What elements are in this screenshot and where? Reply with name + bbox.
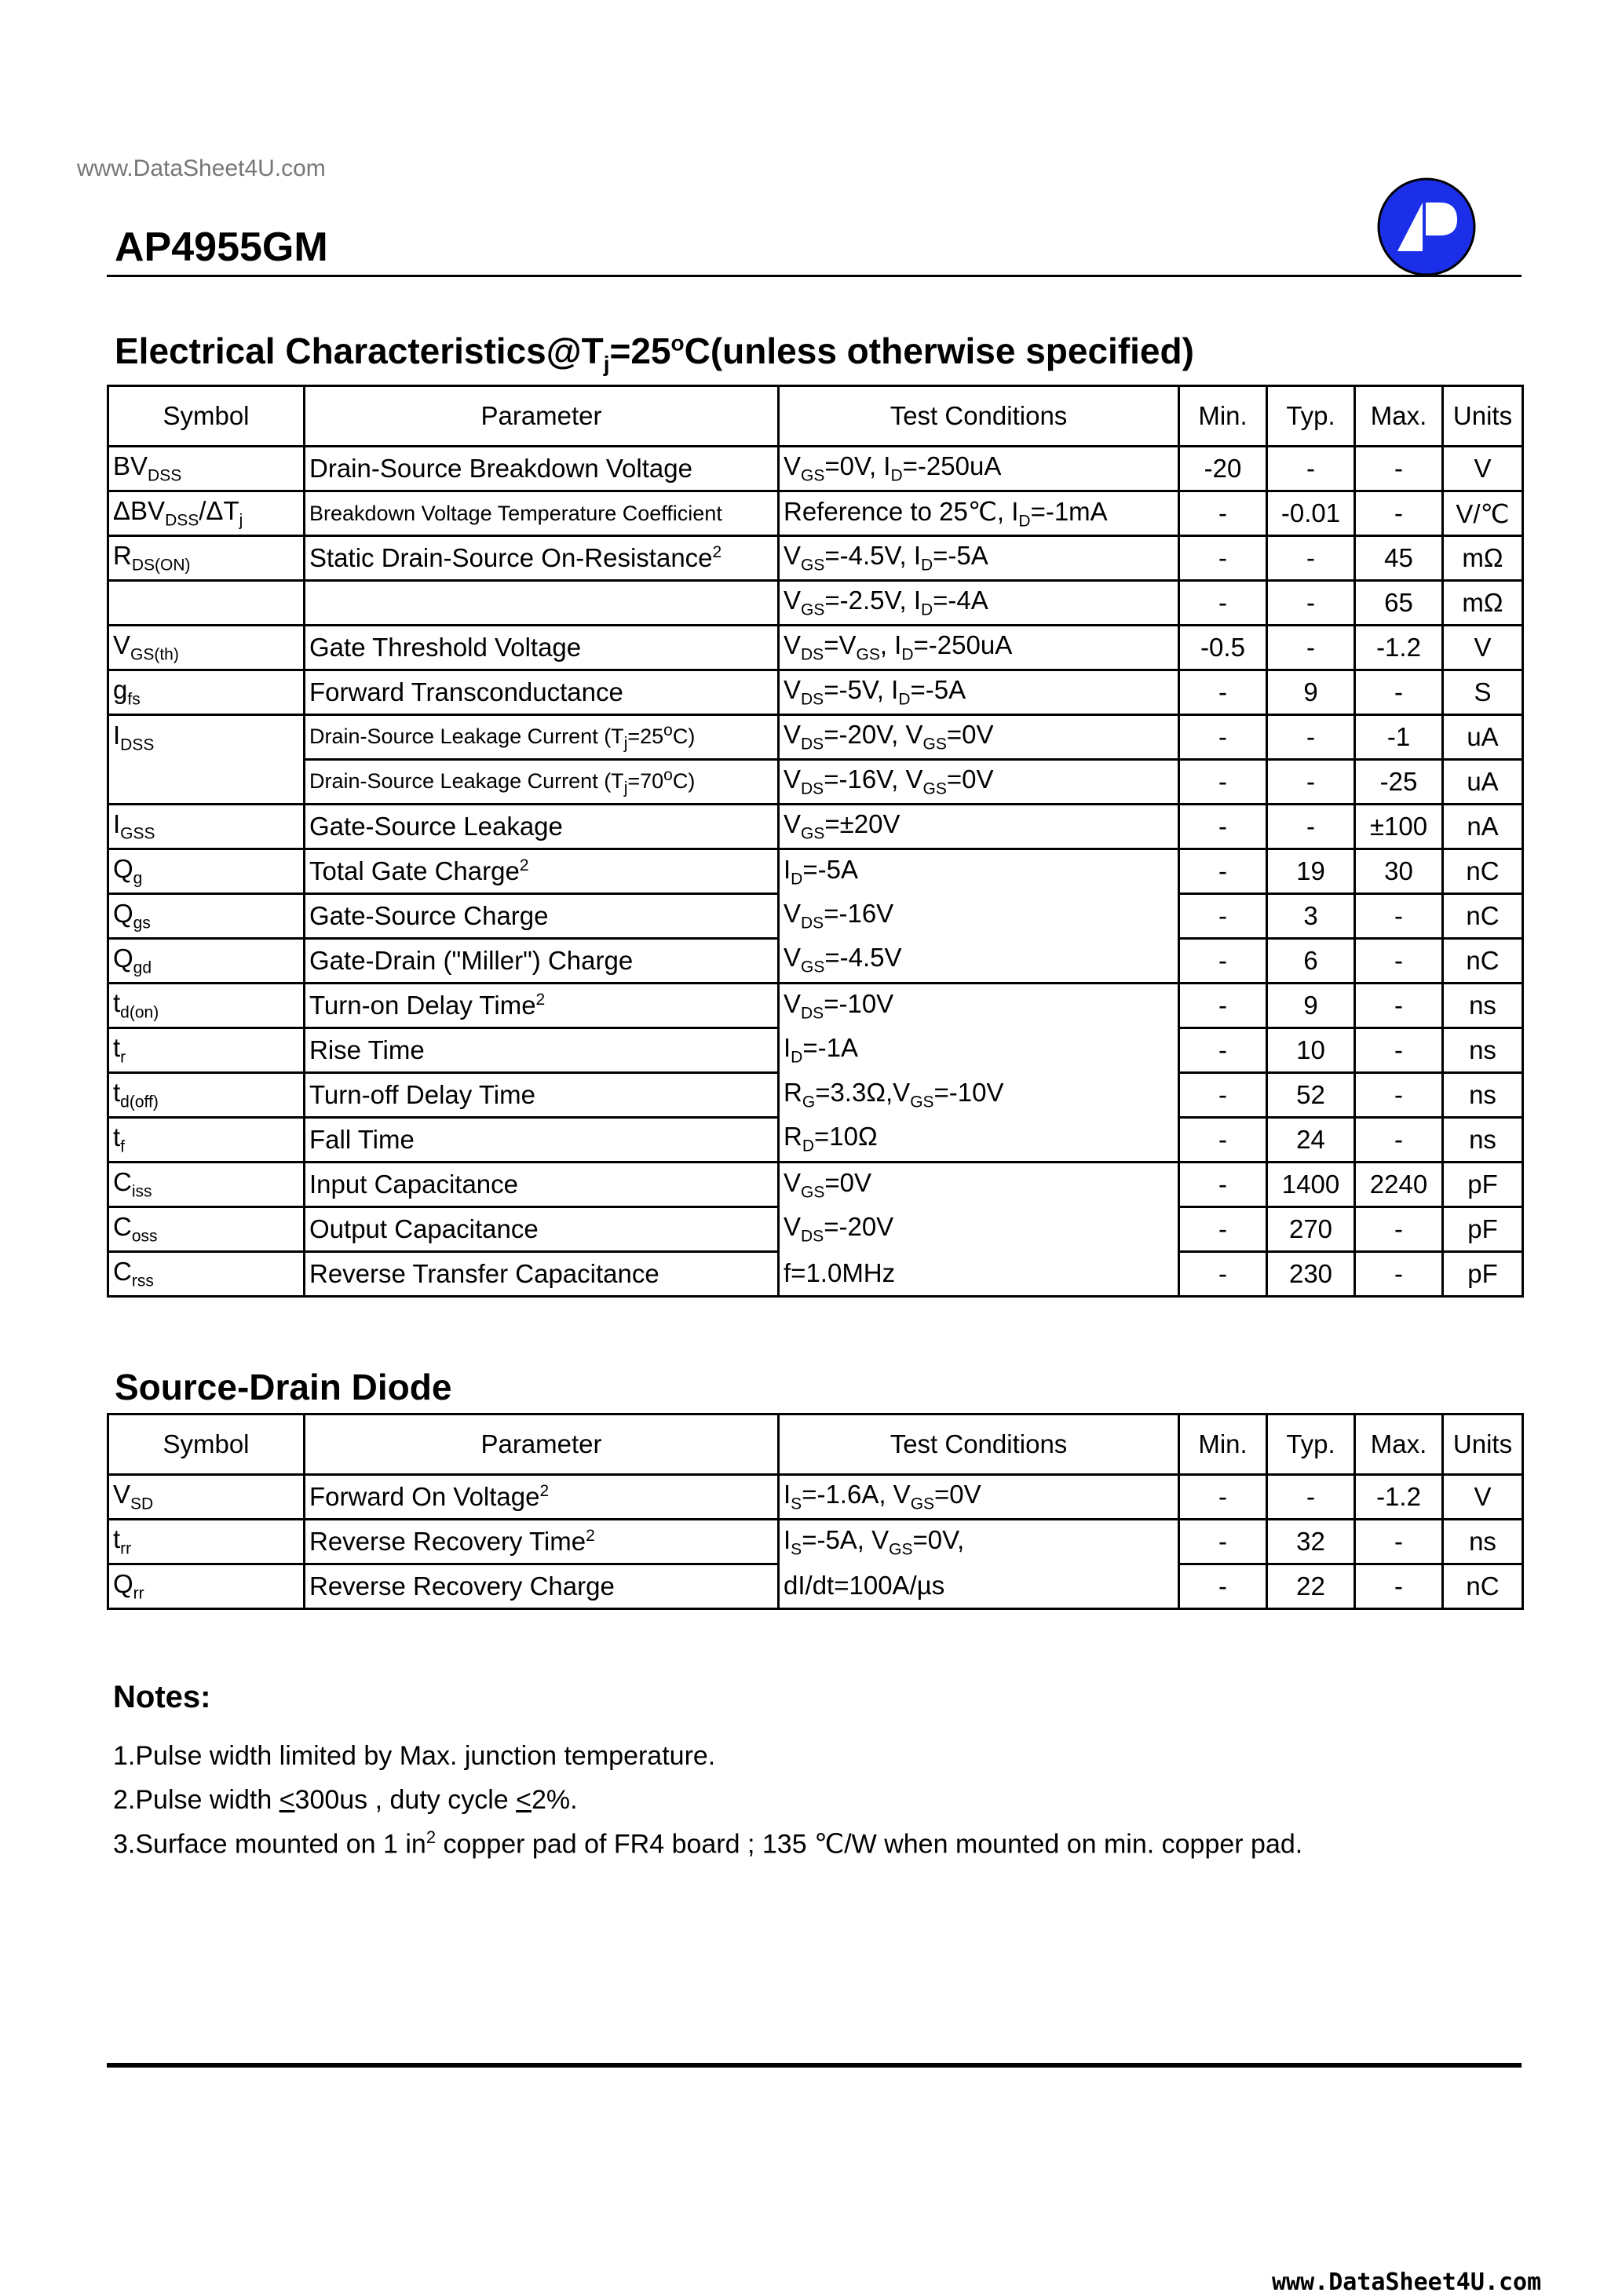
table-row — [108, 581, 1523, 626]
test-conditions-cell: $I_D=-5A$ — [779, 849, 1179, 894]
max-cell: - — [1355, 984, 1443, 1028]
typ-cell: - — [1267, 581, 1355, 626]
column-header: Min. — [1179, 386, 1267, 447]
symbol-cell — [108, 760, 305, 805]
column-header: Test Conditions — [779, 386, 1179, 447]
test-conditions-cell: $I_S=-5A$, $V_{GS}=0V$, — [779, 1520, 1179, 1564]
test-conditions-cell: $V_{DS}=-20V$, $V_{GS}=0V$ — [779, 715, 1179, 760]
table-row — [108, 1118, 1523, 1163]
parameter-cell: Gate-Drain ("Miller") Charge — [305, 939, 779, 984]
max-cell: 30 — [1355, 849, 1443, 894]
column-header: Test Conditions — [779, 1414, 1179, 1475]
test-conditions-cell: $V_{DS}=-5V$, $I_D=-5A$ — [779, 670, 1179, 715]
parameter-cell: Static Drain-Source On-Resistance$^2$ — [305, 536, 779, 581]
table-row — [108, 939, 1523, 984]
min-cell: - — [1179, 1252, 1267, 1297]
test-conditions-cell: dI/dt=100A/µs — [779, 1564, 1179, 1609]
column-header: Parameter — [305, 386, 779, 447]
parameter-cell: Gate Threshold Voltage — [305, 626, 779, 670]
column-header: Max. — [1355, 1414, 1443, 1475]
note-2: 2.Pulse width <300us , duty cycle <2%. — [113, 1785, 578, 1815]
units-cell: mΩ — [1443, 581, 1523, 626]
max-cell: -1.2 — [1355, 1475, 1443, 1520]
test-conditions-cell: $V_{GS}=-4.5V$ — [779, 939, 1179, 984]
test-conditions-cell: $V_{DS}=V_{GS}$, $I_D=-250uA$ — [779, 626, 1179, 670]
parameter-cell: Reverse Recovery Charge — [305, 1564, 779, 1609]
symbol-cell: $t_{d(on)}$ — [108, 984, 305, 1028]
typ-cell: 19 — [1267, 849, 1355, 894]
units-cell: nC — [1443, 939, 1523, 984]
test-conditions-cell: $R_D=10\Omega$ — [779, 1118, 1179, 1163]
units-cell: ns — [1443, 1118, 1523, 1163]
typ-cell: - — [1267, 536, 1355, 581]
column-header: Symbol — [108, 1414, 305, 1475]
typ-cell: - — [1267, 1475, 1355, 1520]
max-cell: - — [1355, 1118, 1443, 1163]
parameter-cell: Forward On Voltage$^2$ — [305, 1475, 779, 1520]
source-drain-diode-table — [107, 1413, 1524, 1610]
max-cell: - — [1355, 491, 1443, 536]
table-row — [108, 849, 1523, 894]
parameter-cell: Output Capacitance — [305, 1207, 779, 1252]
table-row — [108, 1073, 1523, 1118]
units-cell: nA — [1443, 805, 1523, 849]
test-conditions-cell: Reference to 25℃, $I_D=-1mA$ — [779, 491, 1179, 536]
test-conditions-cell: $V_{GS}=-4.5V$, $I_D=-5A$ — [779, 536, 1179, 581]
test-conditions-cell: $V_{GS}=\pm 20V$ — [779, 805, 1179, 849]
units-cell: ns — [1443, 1028, 1523, 1073]
parameter-cell: Rise Time — [305, 1028, 779, 1073]
units-cell: nC — [1443, 849, 1523, 894]
max-cell: - — [1355, 1520, 1443, 1564]
typ-cell: 22 — [1267, 1564, 1355, 1609]
table-row — [108, 715, 1523, 760]
min-cell: -0.5 — [1179, 626, 1267, 670]
units-cell: pF — [1443, 1252, 1523, 1297]
max-cell: - — [1355, 894, 1443, 939]
units-cell: uA — [1443, 760, 1523, 805]
symbol-cell: $\Delta BV_{DSS}/\Delta T_j$ — [108, 491, 305, 536]
electrical-characteristics-title: Electrical $Characteristics@T_j=25^oC(unless$ otherwise specified) — [115, 330, 1194, 377]
units-cell: V — [1443, 447, 1523, 491]
typ-cell: 32 — [1267, 1520, 1355, 1564]
footer-rule — [107, 2063, 1522, 2068]
table-row — [108, 1564, 1523, 1609]
table-row — [108, 1252, 1523, 1297]
table-row — [108, 894, 1523, 939]
test-conditions-cell: $V_{DS}=-16V$ — [779, 894, 1179, 939]
test-conditions-cell: $V_{GS}=0V$ — [779, 1163, 1179, 1207]
table-row — [108, 536, 1523, 581]
parameter-cell: Reverse Transfer Capacitance — [305, 1252, 779, 1297]
parameter-cell: Forward Transconductance — [305, 670, 779, 715]
min-cell: - — [1179, 1564, 1267, 1609]
apec-logo — [1375, 176, 1478, 278]
units-cell: V/℃ — [1443, 491, 1523, 536]
max-cell: - — [1355, 1073, 1443, 1118]
symbol-cell: $Q_g$ — [108, 849, 305, 894]
max-cell: - — [1355, 939, 1443, 984]
table-row — [108, 447, 1523, 491]
electrical-characteristics-table — [107, 385, 1524, 1298]
table-row — [108, 1520, 1523, 1564]
max-cell: 65 — [1355, 581, 1443, 626]
table-row — [108, 1207, 1523, 1252]
typ-cell: - — [1267, 760, 1355, 805]
units-cell: pF — [1443, 1207, 1523, 1252]
column-header: Units — [1443, 1414, 1523, 1475]
notes-title: Notes: — [113, 1680, 211, 1714]
symbol-cell: $t_f$ — [108, 1118, 305, 1163]
parameter-cell: Input Capacitance — [305, 1163, 779, 1207]
symbol-cell: $BV_{DSS}$ — [108, 447, 305, 491]
test-conditions-cell: $R_G=3.3\Omega,V_{GS}=-10V$ — [779, 1073, 1179, 1118]
min-cell: - — [1179, 805, 1267, 849]
min-cell: - — [1179, 536, 1267, 581]
watermark-bottom[interactable]: www.DataSheet4U.com — [1272, 2269, 1542, 2296]
units-cell: nC — [1443, 894, 1523, 939]
units-cell: ns — [1443, 984, 1523, 1028]
units-cell: uA — [1443, 715, 1523, 760]
symbol-cell: $I_{GSS}$ — [108, 805, 305, 849]
typ-cell: 3 — [1267, 894, 1355, 939]
units-cell: nC — [1443, 1564, 1523, 1609]
symbol-cell: $t_r$ — [108, 1028, 305, 1073]
symbol-cell: $t_{rr}$ — [108, 1520, 305, 1564]
test-conditions-cell: $I_S=-1.6A$, $V_{GS}=0V$ — [779, 1475, 1179, 1520]
header-rule — [107, 275, 1522, 277]
units-cell: V — [1443, 1475, 1523, 1520]
min-cell: - — [1179, 984, 1267, 1028]
symbol-cell: $Q_{rr}$ — [108, 1564, 305, 1609]
parameter-cell — [305, 581, 779, 626]
table-row — [108, 1028, 1523, 1073]
min-cell: - — [1179, 581, 1267, 626]
min-cell: - — [1179, 1520, 1267, 1564]
symbol-cell: $C_{oss}$ — [108, 1207, 305, 1252]
typ-cell: 230 — [1267, 1252, 1355, 1297]
max-cell: ±100 — [1355, 805, 1443, 849]
max-cell: 45 — [1355, 536, 1443, 581]
units-cell: ns — [1443, 1073, 1523, 1118]
min-cell: - — [1179, 939, 1267, 984]
max-cell: - — [1355, 447, 1443, 491]
source-drain-diode-title: Source-Drain Diode — [115, 1367, 452, 1407]
typ-cell: 24 — [1267, 1118, 1355, 1163]
table-row — [108, 626, 1523, 670]
test-conditions-cell: $I_D=-1A$ — [779, 1028, 1179, 1073]
table-row — [108, 491, 1523, 536]
min-cell: - — [1179, 1207, 1267, 1252]
min-cell: - — [1179, 894, 1267, 939]
min-cell: -20 — [1179, 447, 1267, 491]
test-conditions-cell: $V_{DS}=-10V$ — [779, 984, 1179, 1028]
typ-cell: - — [1267, 715, 1355, 760]
symbol-cell: $Q_{gd}$ — [108, 939, 305, 984]
note-1: 1.Pulse width limited by Max. junction temperature. — [113, 1741, 716, 1771]
parameter-cell: Reverse Recovery Time$^2$ — [305, 1520, 779, 1564]
symbol-cell: $Q_{gs}$ — [108, 894, 305, 939]
symbol-cell: $g_{fs}$ — [108, 670, 305, 715]
typ-cell: - — [1267, 626, 1355, 670]
typ-cell: 9 — [1267, 670, 1355, 715]
max-cell: - — [1355, 1564, 1443, 1609]
max-cell: -1.2 — [1355, 626, 1443, 670]
table-row — [108, 670, 1523, 715]
table-row — [108, 760, 1523, 805]
typ-cell: - — [1267, 447, 1355, 491]
min-cell: - — [1179, 670, 1267, 715]
test-conditions-cell: $V_{DS}=-16V$, $V_{GS}=0V$ — [779, 760, 1179, 805]
column-header: Typ. — [1267, 386, 1355, 447]
column-header: Symbol — [108, 386, 305, 447]
note-3: 3.Surface mounted on 1 $in^2$ copper pad of FR4 board ; 135 ℃/W when mounted on min. copper pad. — [113, 1827, 1303, 1860]
column-header: Min. — [1179, 1414, 1267, 1475]
parameter-cell: Drain-Source Leakage Current $(T_j=70^oC)$ — [305, 760, 779, 805]
table-row — [108, 1475, 1523, 1520]
parameter-cell: Gate-Source Leakage — [305, 805, 779, 849]
typ-cell: 1400 — [1267, 1163, 1355, 1207]
symbol-cell: $C_{rss}$ — [108, 1252, 305, 1297]
units-cell: pF — [1443, 1163, 1523, 1207]
max-cell: - — [1355, 1252, 1443, 1297]
symbol-cell — [108, 581, 305, 626]
part-number-title: AP4955GM — [115, 224, 328, 270]
min-cell: - — [1179, 1118, 1267, 1163]
typ-cell: 6 — [1267, 939, 1355, 984]
typ-cell: 10 — [1267, 1028, 1355, 1073]
test-conditions-cell: $V_{DS}=-20V$ — [779, 1207, 1179, 1252]
parameter-cell: Turn-off Delay Time — [305, 1073, 779, 1118]
min-cell: - — [1179, 1028, 1267, 1073]
test-conditions-cell: $V_{GS}=0V$, $I_D=-250uA$ — [779, 447, 1179, 491]
symbol-cell: $C_{iss}$ — [108, 1163, 305, 1207]
max-cell: 2240 — [1355, 1163, 1443, 1207]
parameter-cell: Drain-Source Breakdown Voltage — [305, 447, 779, 491]
test-conditions-cell: f=1.0MHz — [779, 1252, 1179, 1297]
table-header-row — [108, 386, 1523, 447]
min-cell: - — [1179, 849, 1267, 894]
units-cell: S — [1443, 670, 1523, 715]
column-header: Parameter — [305, 1414, 779, 1475]
symbol-cell: $V_{SD}$ — [108, 1475, 305, 1520]
units-cell: ns — [1443, 1520, 1523, 1564]
parameter-cell: Gate-Source Charge — [305, 894, 779, 939]
max-cell: -1 — [1355, 715, 1443, 760]
watermark-top[interactable]: www.DataSheet4U.com — [77, 155, 326, 181]
parameter-cell: Turn-on Delay Time$^2$ — [305, 984, 779, 1028]
parameter-cell: Total Gate Charge$^2$ — [305, 849, 779, 894]
column-header: Max. — [1355, 386, 1443, 447]
table-row — [108, 805, 1523, 849]
min-cell: - — [1179, 1475, 1267, 1520]
parameter-cell: Fall Time — [305, 1118, 779, 1163]
symbol-cell: $t_{d(off)}$ — [108, 1073, 305, 1118]
typ-cell: 270 — [1267, 1207, 1355, 1252]
max-cell: - — [1355, 1028, 1443, 1073]
typ-cell: - — [1267, 805, 1355, 849]
table-header-row — [108, 1414, 1523, 1475]
units-cell: V — [1443, 626, 1523, 670]
max-cell: -25 — [1355, 760, 1443, 805]
typ-cell: -0.01 — [1267, 491, 1355, 536]
min-cell: - — [1179, 715, 1267, 760]
test-conditions-cell: $V_{GS}=-2.5V$, $I_D=-4A$ — [779, 581, 1179, 626]
parameter-cell: Breakdown Voltage Temperature Coefficient — [305, 491, 779, 536]
max-cell: - — [1355, 1207, 1443, 1252]
table-row — [108, 1163, 1523, 1207]
min-cell: - — [1179, 491, 1267, 536]
typ-cell: 52 — [1267, 1073, 1355, 1118]
max-cell: - — [1355, 670, 1443, 715]
typ-cell: 9 — [1267, 984, 1355, 1028]
symbol-cell: $R_{DS(ON)}$ — [108, 536, 305, 581]
units-cell: mΩ — [1443, 536, 1523, 581]
min-cell: - — [1179, 1073, 1267, 1118]
min-cell: - — [1179, 760, 1267, 805]
symbol-cell: $I_{DSS}$ — [108, 715, 305, 760]
min-cell: - — [1179, 1163, 1267, 1207]
table-row — [108, 984, 1523, 1028]
column-header: Units — [1443, 386, 1523, 447]
column-header: Typ. — [1267, 1414, 1355, 1475]
parameter-cell: Drain-Source Leakage Current $(T_j=25^oC)$ — [305, 715, 779, 760]
symbol-cell: $V_{GS(th)}$ — [108, 626, 305, 670]
